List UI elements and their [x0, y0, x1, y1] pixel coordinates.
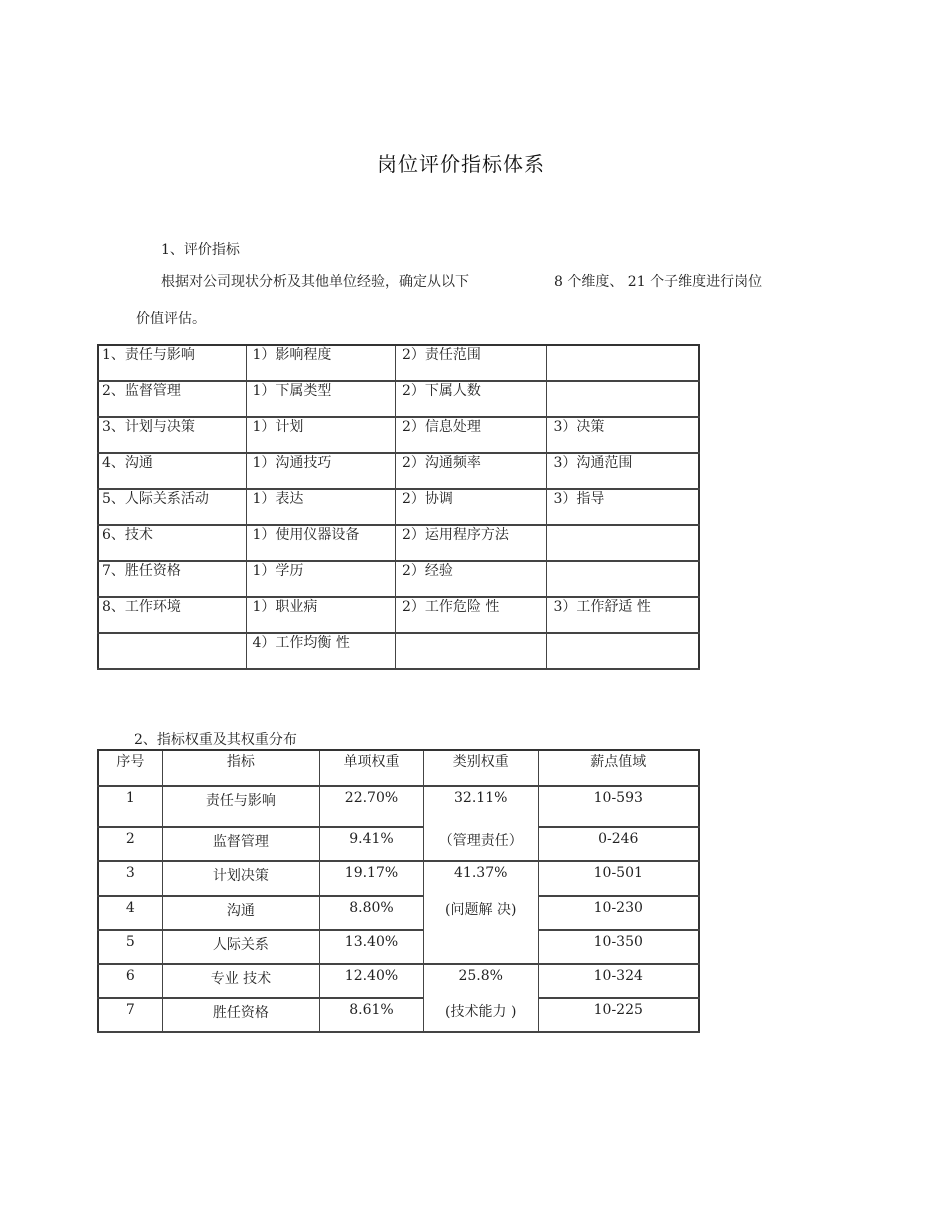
page-title: 岗位评价指标体系	[377, 152, 545, 176]
category-weight-label: (技术能力 )	[423, 998, 538, 1032]
table-row	[98, 597, 699, 633]
column-header: 薪点值域	[538, 750, 699, 786]
item-weight: 19.17%	[320, 861, 424, 896]
subdimension-cell: 3）工作舒适 性	[547, 597, 699, 633]
weight-distribution-table	[97, 749, 700, 1033]
salary-point-range: 10-501	[538, 861, 699, 896]
item-weight: 8.61%	[320, 998, 424, 1032]
indicator-name: 计划决策	[162, 861, 319, 896]
category-weight-label: （管理责任）	[423, 827, 538, 861]
table-row	[98, 861, 699, 896]
table-row	[98, 525, 699, 561]
category-weight-empty	[423, 930, 538, 964]
row-number: 2	[98, 827, 162, 861]
indicator-name: 专业 技术	[162, 964, 319, 998]
subdimension-cell: 3）指导	[547, 489, 699, 525]
item-weight: 12.40%	[320, 964, 424, 998]
table-row	[98, 417, 699, 453]
salary-point-range: 0-246	[538, 827, 699, 861]
category-weight-value: 25.8%	[423, 964, 538, 998]
dimension-cell: 1、责任与影响	[98, 345, 246, 381]
table-row	[98, 381, 699, 417]
subdimension-cell: 2）协调	[396, 489, 547, 525]
salary-point-range: 10-324	[538, 964, 699, 998]
table-row	[98, 453, 699, 489]
category-weight-label: (问题解 决)	[423, 896, 538, 930]
table-row	[98, 561, 699, 597]
intro-text-part1: 根据对公司现状分析及其他单位经验，确定从以下	[161, 274, 469, 290]
dimension-cell: 6、技术	[98, 525, 246, 561]
subdimension-cell: 3）决策	[547, 417, 699, 453]
table-row	[98, 786, 699, 827]
dimension-cell: 5、人际关系活动	[98, 489, 246, 525]
subdimension-cell: 1）下属类型	[246, 381, 396, 417]
subdimension-cell	[547, 633, 699, 669]
indicator-name: 监督管理	[162, 827, 319, 861]
item-weight: 13.40%	[320, 930, 424, 964]
section-heading-indicators: 1、评价指标	[161, 242, 240, 258]
row-number: 7	[98, 998, 162, 1032]
item-weight: 9.41%	[320, 827, 424, 861]
subdimension-cell: 2）责任范围	[396, 345, 547, 381]
salary-point-range: 10-225	[538, 998, 699, 1032]
dimension-cell	[98, 633, 246, 669]
salary-point-range: 10-350	[538, 930, 699, 964]
item-weight: 8.80%	[320, 896, 424, 930]
row-number: 4	[98, 896, 162, 930]
row-number: 3	[98, 861, 162, 896]
dimension-cell: 3、计划与决策	[98, 417, 246, 453]
subdimension-cell: 4）工作均衡 性	[246, 633, 396, 669]
subdimension-cell: 2）下属人数	[396, 381, 547, 417]
subdimension-cell	[547, 525, 699, 561]
dimension-cell: 8、工作环境	[98, 597, 246, 633]
subdimension-cell: 3）沟通范围	[547, 453, 699, 489]
category-weight-value: 41.37%	[423, 861, 538, 896]
subdimension-cell	[396, 633, 547, 669]
indicator-dimension-table	[97, 344, 700, 670]
category-weight-value: 32.11%	[423, 786, 538, 827]
column-header: 单项权重	[320, 750, 424, 786]
table-row	[98, 633, 699, 669]
row-number: 6	[98, 964, 162, 998]
subdimension-cell: 2）沟通频率	[396, 453, 547, 489]
table-row	[98, 896, 699, 930]
column-header: 指标	[162, 750, 319, 786]
subdimension-cell	[547, 561, 699, 597]
table-row	[98, 345, 699, 381]
subdimension-cell: 1）计划	[246, 417, 396, 453]
subdimension-cell: 1）学历	[246, 561, 396, 597]
subdimension-cell: 2）信息处理	[396, 417, 547, 453]
table-row	[98, 930, 699, 964]
table-row	[98, 827, 699, 861]
salary-point-range: 10-593	[538, 786, 699, 827]
subdimension-cell: 1）表达	[246, 489, 396, 525]
indicator-name: 人际关系	[162, 930, 319, 964]
table-row	[98, 489, 699, 525]
intro-text-part2: 8 个维度、 21 个子维度进行岗位	[554, 274, 763, 290]
subdimension-cell: 1）职业病	[246, 597, 396, 633]
subdimension-cell	[547, 381, 699, 417]
table-row	[98, 964, 699, 998]
subdimension-cell	[547, 345, 699, 381]
table-row	[98, 998, 699, 1032]
indicator-name: 胜任资格	[162, 998, 319, 1032]
subdimension-cell: 2）运用程序方法	[396, 525, 547, 561]
indicator-name: 沟通	[162, 896, 319, 930]
table-header-row	[98, 750, 699, 786]
subdimension-cell: 1）沟通技巧	[246, 453, 396, 489]
row-number: 5	[98, 930, 162, 964]
column-header: 序号	[98, 750, 162, 786]
salary-point-range: 10-230	[538, 896, 699, 930]
subdimension-cell: 2）工作危险 性	[396, 597, 547, 633]
subdimension-cell: 2）经验	[396, 561, 547, 597]
dimension-cell: 2、监督管理	[98, 381, 246, 417]
column-header: 类别权重	[423, 750, 538, 786]
subdimension-cell: 1）影响程度	[246, 345, 396, 381]
section-heading-weights: 2、指标权重及其权重分布	[134, 732, 297, 748]
subdimension-cell: 1）使用仪器设备	[246, 525, 396, 561]
dimension-cell: 7、胜任资格	[98, 561, 246, 597]
dimension-cell: 4、沟通	[98, 453, 246, 489]
indicator-name: 责任与影响	[162, 786, 319, 827]
row-number: 1	[98, 786, 162, 827]
item-weight: 22.70%	[320, 786, 424, 827]
intro-text-part3: 价值评估。	[136, 311, 206, 327]
